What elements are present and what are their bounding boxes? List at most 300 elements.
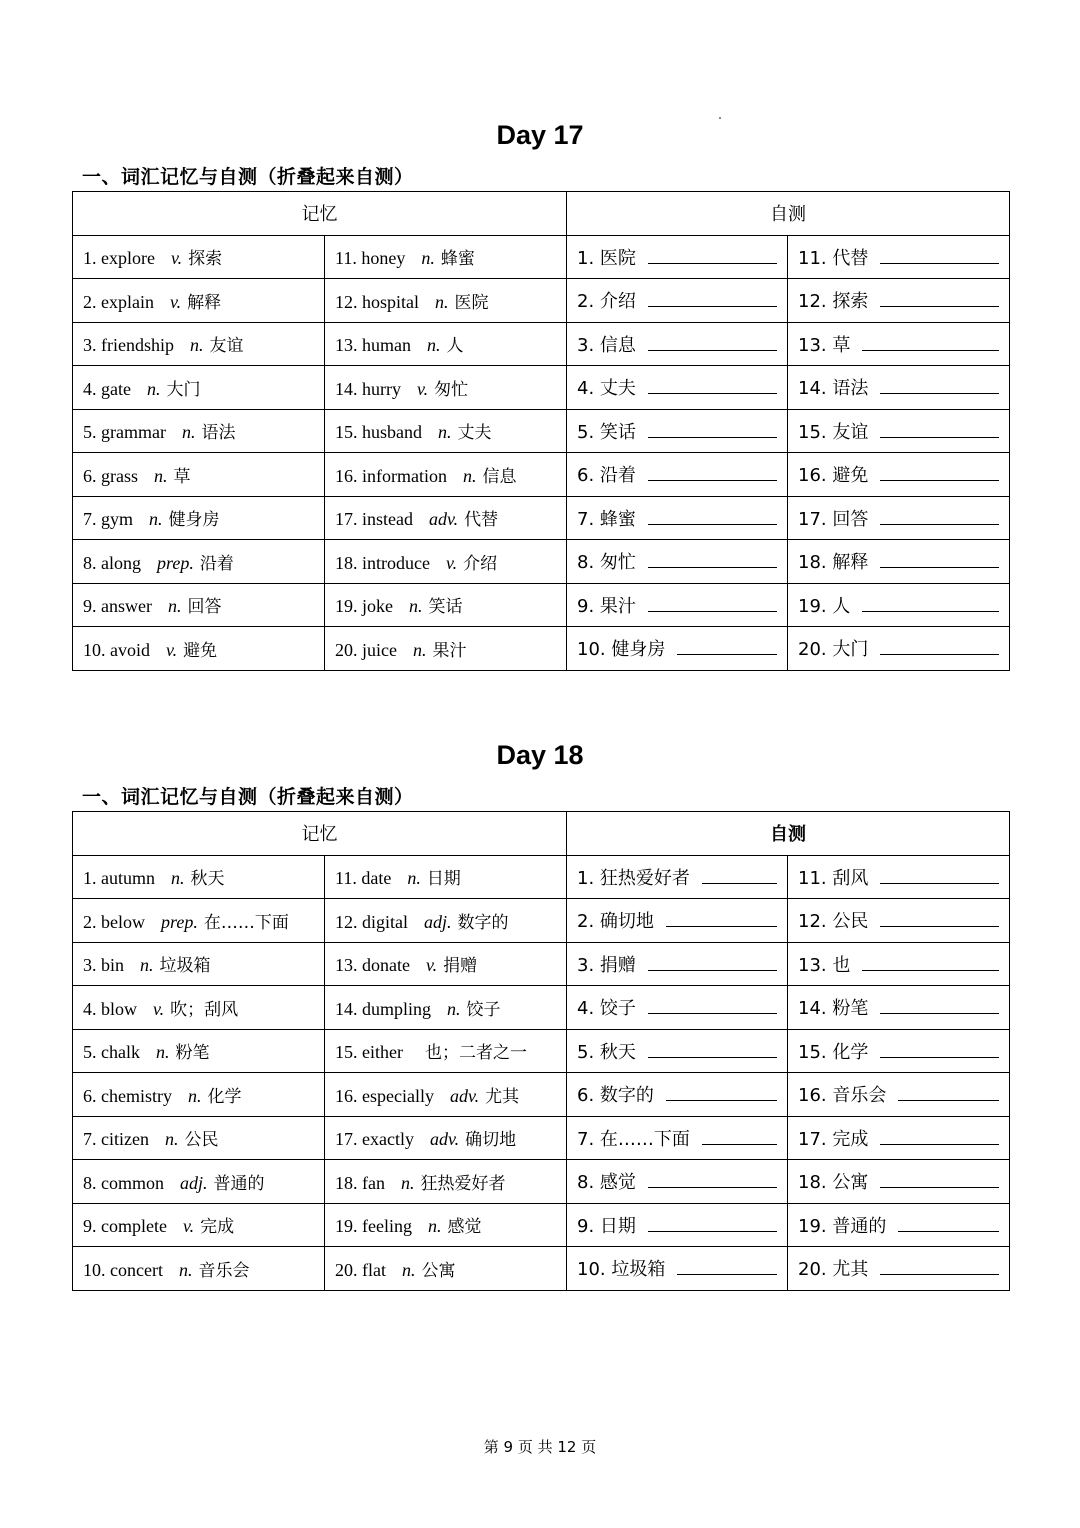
test-prompt: 2. 确切地 <box>577 911 654 933</box>
memory-cell <box>73 322 325 366</box>
memory-cell <box>73 453 325 497</box>
self-test-cell <box>788 540 1010 584</box>
answer-blank[interactable] <box>880 375 999 394</box>
part-of-speech: n. <box>164 1129 179 1150</box>
day17-vocab-table <box>72 191 1010 671</box>
day18-vocab-table <box>72 811 1010 1291</box>
part-of-speech: prep. <box>157 552 194 573</box>
memory-cell <box>325 366 567 410</box>
memory-cell <box>325 583 567 627</box>
answer-blank[interactable] <box>880 908 999 927</box>
english-word: 15. husband <box>335 422 422 443</box>
test-prompt: 13. 也 <box>798 954 851 976</box>
self-test-cell <box>567 1160 788 1204</box>
english-word: 3. friendship <box>83 335 174 356</box>
part-of-speech: n. <box>400 1172 415 1193</box>
test-prompt: 5. 笑话 <box>577 421 636 443</box>
part-of-speech: adv. <box>429 1129 460 1150</box>
memory-cell <box>325 1116 567 1160</box>
english-word: 11. date <box>335 868 392 889</box>
answer-blank[interactable] <box>666 908 777 927</box>
chinese-meaning: 匆忙 <box>434 379 469 400</box>
answer-blank[interactable] <box>898 1213 999 1232</box>
chinese-meaning: 大门 <box>166 379 201 400</box>
test-prompt: 18. 公寓 <box>798 1172 869 1194</box>
part-of-speech: adj. <box>424 911 452 932</box>
test-prompt: 20. 尤其 <box>798 1259 869 1281</box>
chinese-meaning: 垃圾箱 <box>159 956 211 977</box>
chinese-meaning: 粉笔 <box>175 1043 210 1064</box>
answer-blank[interactable] <box>880 549 999 568</box>
self-test-cell <box>567 1073 788 1117</box>
part-of-speech: n. <box>167 596 182 617</box>
answer-blank[interactable] <box>666 1082 777 1101</box>
part-of-speech: n. <box>189 335 204 356</box>
test-prompt: 12. 公民 <box>798 911 869 933</box>
part-of-speech: n. <box>427 1216 442 1237</box>
answer-blank[interactable] <box>862 332 999 351</box>
test-prompt: 12. 探索 <box>798 291 869 313</box>
chinese-meaning: 捐赠 <box>443 956 478 977</box>
self-test-cell <box>567 1116 788 1160</box>
self-test-cell <box>788 453 1010 497</box>
chinese-meaning: 丈夫 <box>457 423 492 444</box>
self-test-cell <box>567 366 788 410</box>
part-of-speech: n. <box>447 998 461 1019</box>
chinese-meaning: 狂热爱好者 <box>420 1173 506 1194</box>
table-row <box>73 540 1010 584</box>
chinese-meaning: 尤其 <box>485 1086 520 1107</box>
part-of-speech: v. <box>182 1216 195 1237</box>
part-of-speech: n. <box>427 335 441 356</box>
memory-cell <box>73 1029 325 1073</box>
answer-blank[interactable] <box>880 462 999 481</box>
table-row <box>73 1203 1010 1247</box>
memory-cell <box>73 899 325 943</box>
chinese-meaning: 代替 <box>464 510 499 531</box>
table-row <box>73 899 1010 943</box>
day18-section-title: 一、词汇记忆与自测（折叠起来自测） <box>82 786 414 808</box>
english-word: 16. especially <box>335 1085 434 1106</box>
part-of-speech: v. <box>166 639 178 660</box>
english-word: 2. below <box>83 911 145 932</box>
self-test-cell <box>567 942 788 986</box>
english-word: 14. dumpling <box>335 998 432 1019</box>
self-test-cell <box>788 1203 1010 1247</box>
english-word: 7. gym <box>83 509 134 530</box>
test-prompt: 1. 医院 <box>577 247 636 269</box>
self-test-cell <box>567 540 788 584</box>
self-test-cell <box>567 986 788 1030</box>
answer-blank[interactable] <box>648 375 777 394</box>
answer-blank[interactable] <box>880 1126 999 1145</box>
part-of-speech: n. <box>155 1042 170 1063</box>
table-row <box>73 583 1010 627</box>
english-word: 8. along <box>83 552 141 573</box>
answer-blank[interactable] <box>880 865 999 884</box>
chinese-meaning: 确切地 <box>465 1130 517 1151</box>
chinese-meaning: 健身房 <box>168 510 220 531</box>
test-prompt: 10. 健身房 <box>577 639 666 661</box>
self-test-cell <box>788 855 1010 899</box>
part-of-speech: n. <box>435 291 449 312</box>
self-test-cell <box>788 1029 1010 1073</box>
self-test-cell <box>567 235 788 279</box>
english-word: 7. citizen <box>83 1129 149 1150</box>
memory-cell <box>73 583 325 627</box>
memory-cell <box>73 1247 325 1291</box>
english-word: 9. complete <box>83 1216 167 1237</box>
part-of-speech: n. <box>438 422 452 443</box>
part-of-speech: v. <box>425 955 438 976</box>
test-prompt: 4. 丈夫 <box>577 378 636 400</box>
english-word: 20. juice <box>335 639 397 660</box>
memory-cell <box>73 627 325 671</box>
answer-blank[interactable] <box>880 1169 999 1188</box>
part-of-speech: n. <box>146 378 161 399</box>
memory-cell <box>73 1073 325 1117</box>
chinese-meaning: 普通的 <box>213 1173 265 1194</box>
test-prompt: 3. 信息 <box>577 334 636 356</box>
chinese-meaning: 也；二者之一 <box>424 1043 527 1064</box>
self-test-cell <box>788 899 1010 943</box>
english-word: 10. concert <box>83 1259 163 1280</box>
english-word: 11. honey <box>335 248 406 269</box>
self-test-cell <box>567 583 788 627</box>
self-test-cell <box>788 1160 1010 1204</box>
test-prompt: 10. 垃圾箱 <box>577 1259 666 1281</box>
answer-blank[interactable] <box>648 593 777 612</box>
chinese-meaning: 草 <box>173 466 191 487</box>
table-row <box>73 986 1010 1030</box>
chinese-meaning: 果汁 <box>432 640 467 661</box>
english-word: 6. grass <box>83 465 138 486</box>
answer-blank[interactable] <box>880 506 999 525</box>
english-word: 2. explain <box>83 291 154 312</box>
table-row <box>73 409 1010 453</box>
part-of-speech: n. <box>402 1259 416 1280</box>
test-prompt: 15. 化学 <box>798 1041 869 1063</box>
answer-blank[interactable] <box>880 995 999 1014</box>
memory-cell <box>325 627 567 671</box>
chinese-meaning: 解释 <box>187 292 222 313</box>
memory-cell <box>325 942 567 986</box>
test-prompt: 11. 代替 <box>798 247 869 269</box>
answer-blank[interactable] <box>880 1039 999 1058</box>
english-word: 8. common <box>83 1172 164 1193</box>
memory-cell <box>325 1203 567 1247</box>
test-prompt: 7. 蜂蜜 <box>577 508 636 530</box>
memory-cell <box>73 366 325 410</box>
english-word: 18. fan <box>335 1172 385 1193</box>
english-word: 3. bin <box>83 955 125 976</box>
test-prompt: 5. 秋天 <box>577 1041 636 1063</box>
english-word: 10. avoid <box>83 639 150 660</box>
english-word: 5. grammar <box>83 422 166 443</box>
memory-cell <box>73 540 325 584</box>
test-prompt: 20. 大门 <box>798 639 869 661</box>
answer-blank[interactable] <box>648 549 777 568</box>
english-word: 15. either <box>335 1042 403 1063</box>
test-prompt: 14. 粉笔 <box>798 998 869 1020</box>
part-of-speech: v. <box>445 552 458 573</box>
memory-cell <box>325 855 567 899</box>
test-prompt: 17. 回答 <box>798 508 869 530</box>
part-of-speech: n. <box>421 248 435 269</box>
answer-blank[interactable] <box>880 1256 999 1275</box>
english-word: 4. gate <box>83 378 131 399</box>
memory-cell <box>73 1116 325 1160</box>
memory-cell <box>73 409 325 453</box>
answer-blank[interactable] <box>648 332 777 351</box>
chinese-meaning: 蜂蜜 <box>440 249 475 270</box>
answer-blank[interactable] <box>862 952 999 971</box>
english-word: 6. chemistry <box>83 1085 172 1106</box>
page-footer: 第 9 页 共 12 页 <box>483 1438 597 1456</box>
memory-cell <box>73 235 325 279</box>
answer-blank[interactable] <box>702 865 777 884</box>
part-of-speech: n. <box>409 596 423 617</box>
memory-cell <box>325 453 567 497</box>
part-of-speech: v. <box>153 998 165 1019</box>
self-test-cell <box>788 583 1010 627</box>
memory-cell <box>73 279 325 323</box>
memory-cell <box>73 855 325 899</box>
memory-cell <box>73 986 325 1030</box>
answer-blank[interactable] <box>898 1082 999 1101</box>
part-of-speech: n. <box>178 1259 193 1280</box>
chinese-meaning: 音乐会 <box>198 1260 250 1281</box>
chinese-meaning: 感觉 <box>447 1217 482 1238</box>
table-row <box>73 235 1010 279</box>
answer-blank[interactable] <box>648 1169 777 1188</box>
memory-cell <box>73 1203 325 1247</box>
table-row <box>73 1247 1010 1291</box>
chinese-meaning: 日期 <box>426 869 461 890</box>
part-of-speech: n. <box>462 465 477 486</box>
self-test-cell <box>567 1203 788 1247</box>
self-test-cell <box>788 322 1010 366</box>
memory-cell <box>325 986 567 1030</box>
part-of-speech: prep. <box>161 911 198 932</box>
answer-blank[interactable] <box>648 245 777 264</box>
english-word: 9. answer <box>83 596 152 617</box>
answer-blank[interactable] <box>880 636 999 655</box>
self-test-cell <box>788 627 1010 671</box>
chinese-meaning: 数字的 <box>457 912 509 933</box>
self-test-cell <box>567 627 788 671</box>
test-prompt: 15. 友谊 <box>798 421 869 443</box>
memory-cell <box>73 1160 325 1204</box>
self-test-cell <box>788 942 1010 986</box>
table-row <box>73 855 1010 899</box>
memory-cell <box>325 1073 567 1117</box>
test-prompt: 11. 刮风 <box>798 867 869 889</box>
memory-cell <box>325 1029 567 1073</box>
answer-blank[interactable] <box>677 1256 777 1275</box>
table-row <box>73 279 1010 323</box>
self-test-cell <box>567 1029 788 1073</box>
chinese-meaning: 化学 <box>207 1086 242 1107</box>
english-word: 13. human <box>335 335 411 356</box>
test-prompt: 8. 感觉 <box>577 1172 636 1194</box>
part-of-speech: n. <box>187 1085 202 1106</box>
answer-blank[interactable] <box>648 952 777 971</box>
english-word: 12. hospital <box>335 291 419 312</box>
test-prompt: 6. 沿着 <box>577 465 636 487</box>
english-word: 12. digital <box>335 911 408 932</box>
test-prompt: 14. 语法 <box>798 378 869 400</box>
english-word: 5. chalk <box>83 1042 140 1063</box>
table-row <box>73 1029 1010 1073</box>
self-test-cell <box>567 855 788 899</box>
table-row <box>73 366 1010 410</box>
answer-blank[interactable] <box>880 288 999 307</box>
self-test-cell <box>788 366 1010 410</box>
chinese-meaning: 回答 <box>187 597 222 618</box>
self-test-cell <box>567 453 788 497</box>
table-row <box>73 496 1010 540</box>
english-word: 16. information <box>335 465 447 486</box>
part-of-speech: adv. <box>449 1085 480 1106</box>
chinese-meaning: 沿着 <box>199 553 234 574</box>
chinese-meaning: 介绍 <box>463 553 498 574</box>
test-prompt: 6. 数字的 <box>577 1085 654 1107</box>
part-of-speech: v. <box>169 291 182 312</box>
memory-header: 记忆 <box>73 192 567 236</box>
memory-cell <box>325 235 567 279</box>
answer-blank[interactable] <box>862 593 999 612</box>
chinese-meaning: 饺子 <box>466 999 501 1020</box>
memory-cell <box>325 1160 567 1204</box>
memory-cell <box>325 279 567 323</box>
chinese-meaning: 完成 <box>200 1217 235 1238</box>
test-prompt: 9. 日期 <box>577 1215 636 1237</box>
test-prompt: 4. 饺子 <box>577 998 636 1020</box>
table-row <box>73 1116 1010 1160</box>
part-of-speech: n. <box>140 955 154 976</box>
answer-blank[interactable] <box>702 1126 777 1145</box>
part-of-speech: n. <box>407 868 421 889</box>
part-of-speech: n. <box>181 422 196 443</box>
table-row <box>73 1073 1010 1117</box>
part-of-speech: n. <box>149 509 163 530</box>
answer-blank[interactable] <box>880 245 999 264</box>
memory-cell <box>73 496 325 540</box>
memory-cell <box>325 540 567 584</box>
test-prompt: 8. 匆忙 <box>577 552 636 574</box>
self-test-cell <box>788 986 1010 1030</box>
answer-blank[interactable] <box>880 419 999 438</box>
self-test-cell <box>567 899 788 943</box>
test-prompt: 19. 普通的 <box>798 1215 887 1237</box>
self-test-cell <box>567 1247 788 1291</box>
test-prompt: 16. 避免 <box>798 465 869 487</box>
test-prompt: 9. 果汁 <box>577 595 636 617</box>
test-prompt: 7. 在……下面 <box>577 1128 690 1150</box>
self-test-cell <box>567 409 788 453</box>
day18-title: Day 18 <box>496 740 584 770</box>
table-row <box>73 627 1010 671</box>
chinese-meaning: 秋天 <box>190 869 225 890</box>
chinese-meaning: 避免 <box>183 640 218 661</box>
self-test-cell <box>788 279 1010 323</box>
english-word: 19. joke <box>335 596 393 617</box>
chinese-meaning: 笑话 <box>428 597 463 618</box>
test-prompt: 2. 介绍 <box>577 291 636 313</box>
test-prompt: 18. 解释 <box>798 552 869 574</box>
table-row <box>73 1160 1010 1204</box>
english-word: 17. instead <box>335 509 413 530</box>
self-test-cell <box>788 235 1010 279</box>
chinese-meaning: 友谊 <box>209 336 244 357</box>
test-prompt: 16. 音乐会 <box>798 1085 887 1107</box>
day17-section-title: 一、词汇记忆与自测（折叠起来自测） <box>82 166 414 188</box>
day17-title: Day 17 <box>496 120 584 150</box>
chinese-meaning: 探索 <box>188 249 223 270</box>
self-test-cell <box>788 1247 1010 1291</box>
part-of-speech: v. <box>417 378 429 399</box>
chinese-meaning: 信息 <box>482 466 517 487</box>
answer-blank[interactable] <box>648 462 777 481</box>
part-of-speech: n. <box>154 465 168 486</box>
memory-cell <box>73 942 325 986</box>
self-test-cell <box>788 1116 1010 1160</box>
part-of-speech: n. <box>171 868 185 889</box>
part-of-speech: v. <box>170 248 183 269</box>
english-word: 1. explore <box>83 248 155 269</box>
self-test-cell <box>788 409 1010 453</box>
answer-blank[interactable] <box>648 288 777 307</box>
english-word: 18. introduce <box>335 552 430 573</box>
english-word: 13. donate <box>335 955 410 976</box>
memory-cell <box>325 899 567 943</box>
self-test-cell <box>567 322 788 366</box>
self-test-cell <box>567 279 788 323</box>
table-row <box>73 322 1010 366</box>
english-word: 4. blow <box>83 998 137 1019</box>
answer-blank[interactable] <box>648 995 777 1014</box>
answer-blank[interactable] <box>648 1039 777 1058</box>
self-test-cell <box>788 496 1010 540</box>
test-prompt: 17. 完成 <box>798 1128 869 1150</box>
english-word: 17. exactly <box>335 1129 414 1150</box>
english-word: 1. autumn <box>83 868 155 889</box>
chinese-meaning: 公寓 <box>421 1260 456 1281</box>
english-word: 19. feeling <box>335 1216 412 1237</box>
chinese-meaning: 吹；刮风 <box>170 999 239 1020</box>
chinese-meaning: 医院 <box>454 292 489 313</box>
answer-blank[interactable] <box>648 506 777 525</box>
self-test-cell <box>567 496 788 540</box>
test-header: 自测 <box>567 192 1010 236</box>
answer-blank[interactable] <box>648 1213 777 1232</box>
english-word: 20. flat <box>335 1259 386 1280</box>
answer-blank[interactable] <box>648 419 777 438</box>
answer-blank[interactable] <box>677 636 777 655</box>
part-of-speech: adj. <box>180 1172 208 1193</box>
self-test-cell <box>788 1073 1010 1117</box>
chinese-meaning: 公民 <box>184 1130 219 1151</box>
memory-header: 记忆 <box>73 812 567 856</box>
test-prompt: 13. 草 <box>798 334 851 356</box>
part-of-speech: adv. <box>429 509 459 530</box>
part-of-speech: n. <box>412 639 427 660</box>
chinese-meaning: 语法 <box>201 423 236 444</box>
memory-cell <box>325 1247 567 1291</box>
memory-cell <box>325 322 567 366</box>
chinese-meaning: 人 <box>446 336 464 357</box>
